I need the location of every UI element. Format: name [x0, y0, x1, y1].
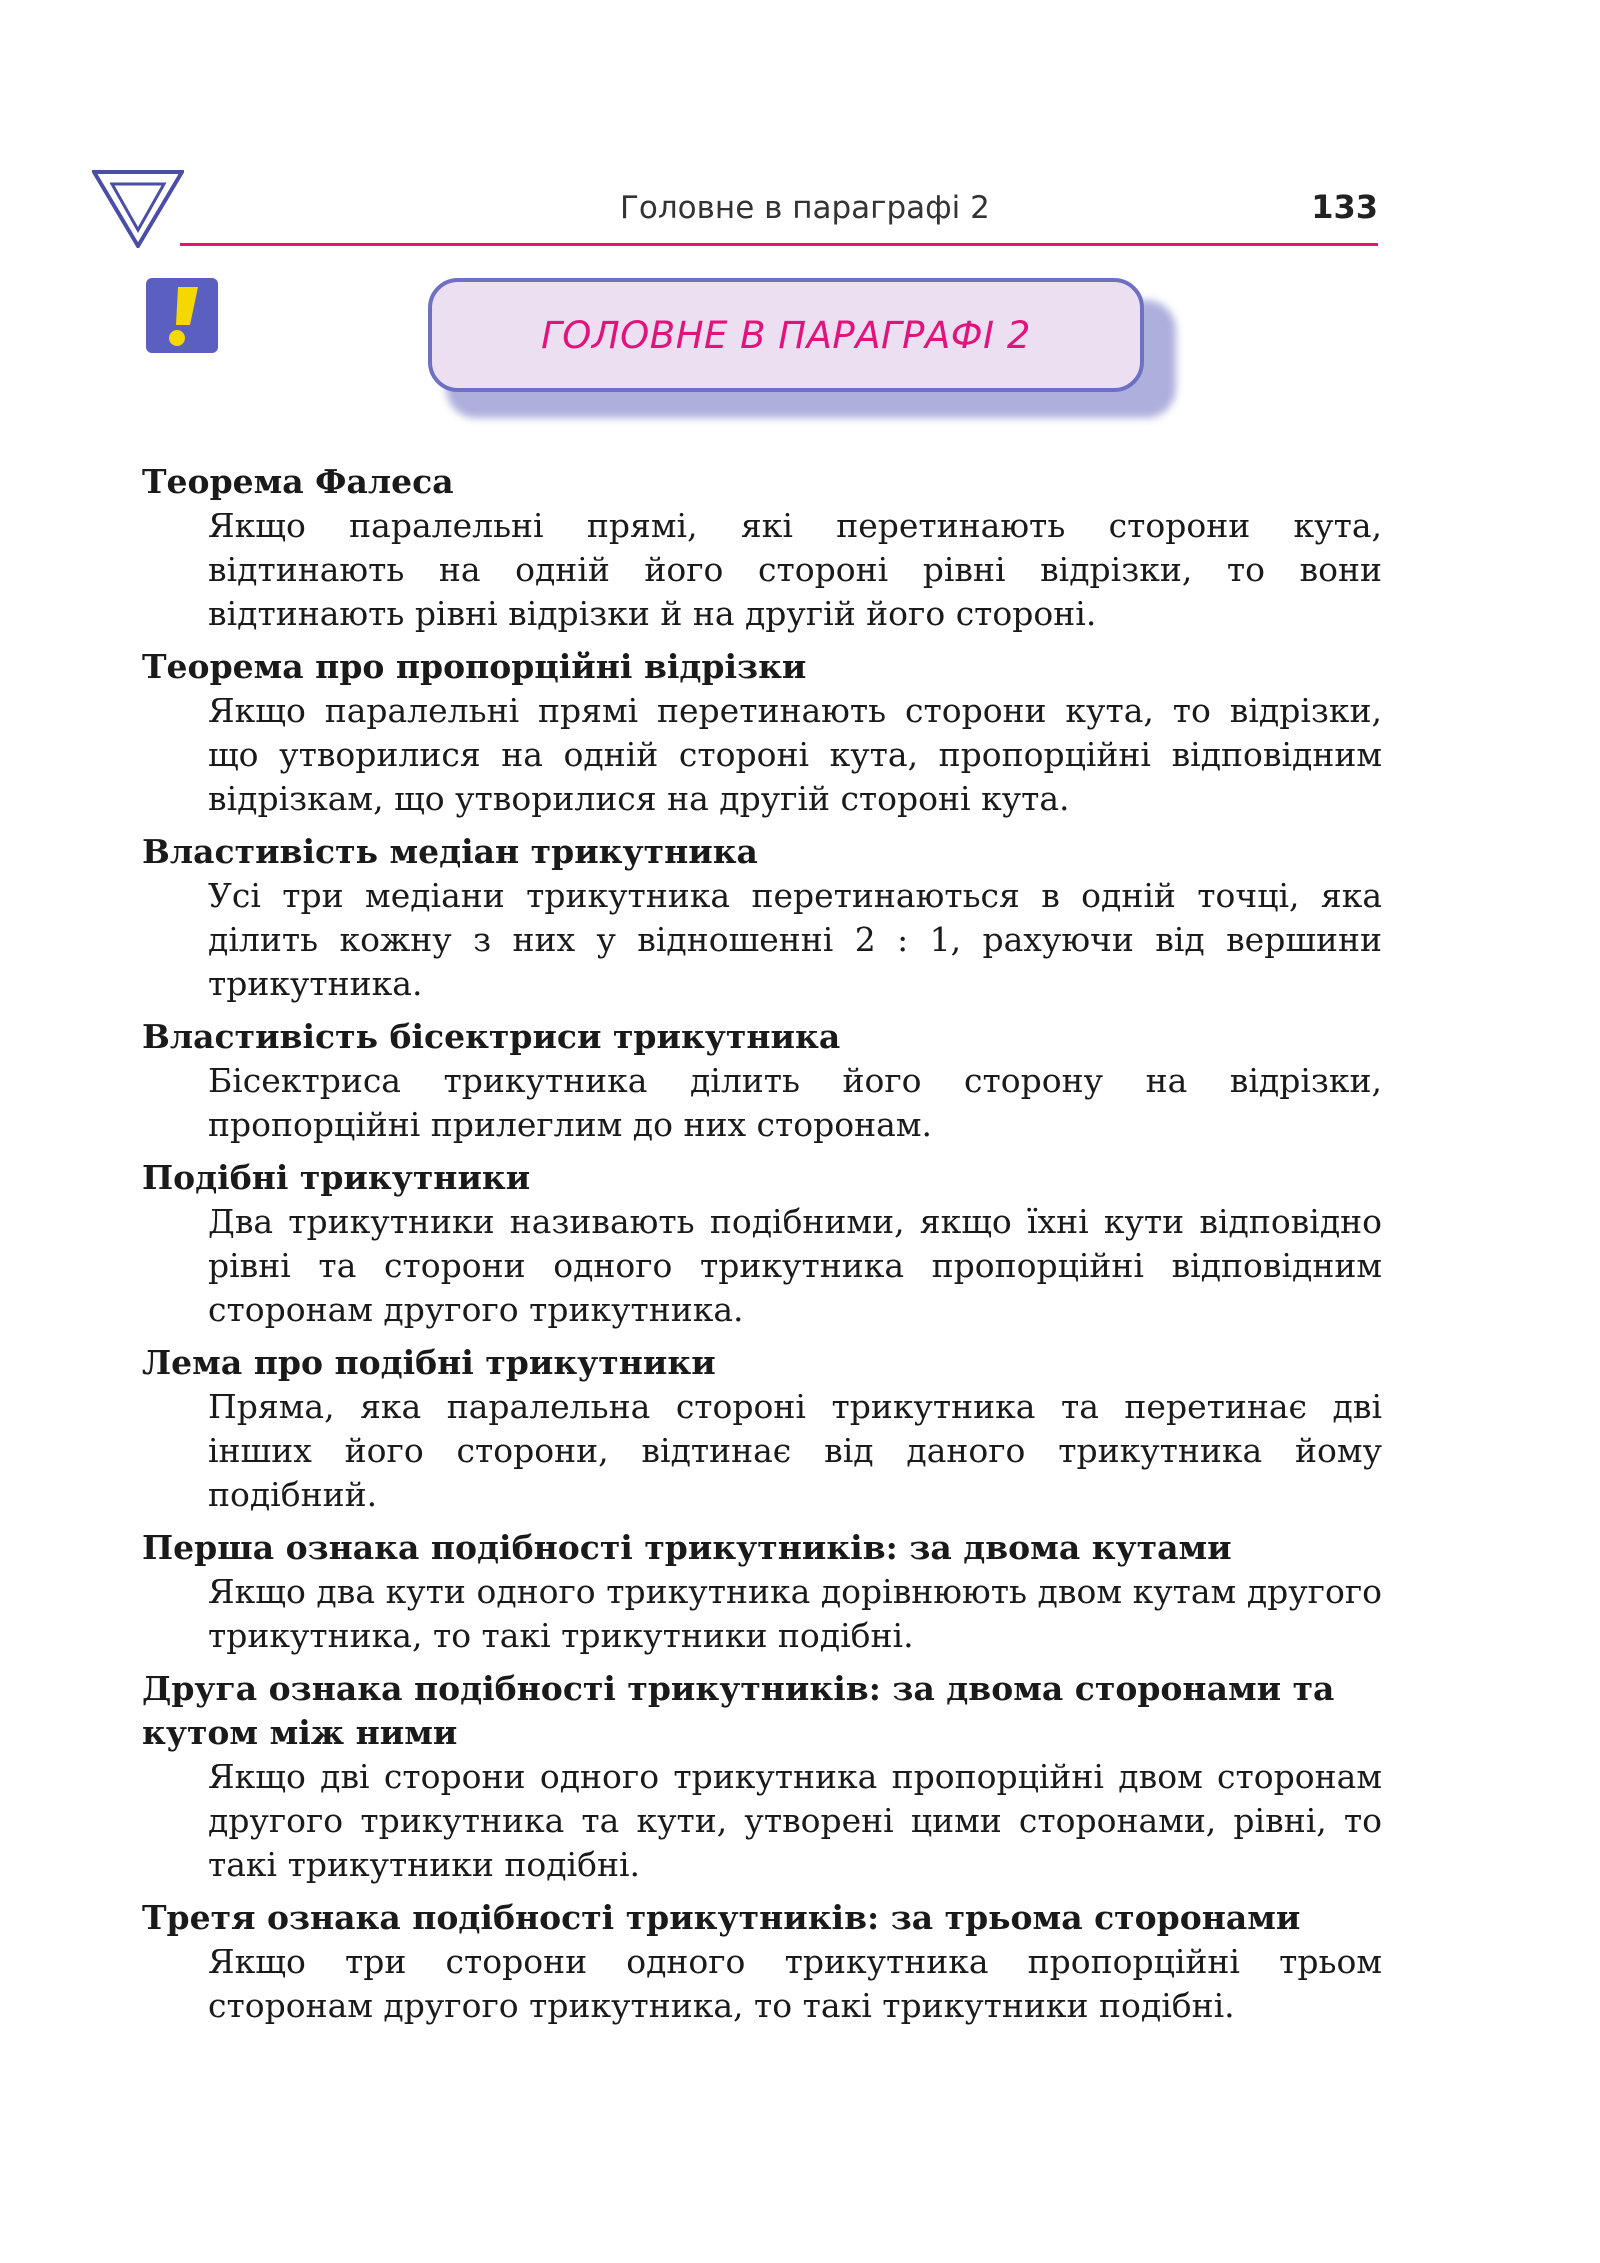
section-text: Бісектриса трикутника ділить його сторону на відрізки, пропорційні прилеглим до них сторонам. — [208, 1061, 1382, 1144]
section-similarity-lemma — [142, 1341, 1382, 1517]
section-heading: Властивість бісектриси трикутника — [142, 1017, 841, 1056]
section-heading: Подібні трикутники — [142, 1158, 531, 1197]
section-text: Усі три медіани трикутника перетинаються в одній точці, яка ділить кожну з них у відношенні 2 : 1, рахуючи від вершини трикутника. — [208, 876, 1382, 1003]
section-thales-theorem — [142, 460, 1382, 636]
section-first-similarity-test — [142, 1526, 1382, 1658]
section-text: Якщо два кути одного трикутника дорівнюють двом кутам другого трикутника, то такі трикутники подібні. — [208, 1572, 1382, 1655]
header-rule — [180, 243, 1378, 246]
triangle-icon — [92, 168, 184, 248]
section-median-property — [142, 830, 1382, 1006]
section-text: Пряма, яка паралельна стороні трикутника та перетинає дві інших його сторони, відтинає від даного трикутника йому подібний. — [208, 1387, 1382, 1514]
section-text: Якщо паралельні прямі, які перетинають сторони кута, відтинають на одній його стороні рівні відрізки, то вони відтинають рівні відрізки й на другій його стороні. — [208, 506, 1382, 633]
section-similar-triangles — [142, 1156, 1382, 1332]
section-heading: Властивість медіан трикутника — [142, 832, 758, 871]
section-heading: Теорема Фалеса — [142, 462, 454, 501]
header-title: Головне в параграфі 2 — [620, 190, 990, 226]
section-text: Якщо три сторони одного трикутника пропорційні трьом сторонам другого трикутника, то такі трикутники подібні. — [208, 1942, 1382, 2025]
section-heading: Теорема про пропорційні відрізки — [142, 647, 807, 686]
banner-title: ГОЛОВНЕ В ПАРАГРАФІ 2 — [541, 313, 1031, 357]
section-heading: Лема про подібні трикутники — [142, 1343, 716, 1382]
section-heading: Друга ознака подібності трикутників: за двома сторонами та кутом між ними — [142, 1669, 1335, 1752]
section-banner — [428, 278, 1144, 392]
section-heading: Перша ознака подібності трикутників: за двома кутами — [142, 1528, 1232, 1567]
section-bisector-property — [142, 1015, 1382, 1147]
section-heading: Третя ознака подібності трикутників: за трьома сторонами — [142, 1898, 1301, 1937]
section-text: Два трикутники називають подібними, якщо їхні кути відповідно рівні та сторони одного трикутника пропорційні відповідним сторонам другого трикутника. — [208, 1202, 1382, 1329]
section-third-similarity-test — [142, 1896, 1382, 2028]
section-text: Якщо паралельні прямі перетинають сторони кута, то відрізки, що утворилися на одній стороні кута, пропорційні відповідним відрізкам, що утворилися на другій стороні кута. — [208, 691, 1382, 818]
exclamation-icon — [146, 278, 218, 353]
summary-content — [142, 460, 1382, 2037]
page-number: 133 — [1311, 188, 1378, 226]
page-header — [92, 168, 1378, 248]
section-proportional-segments — [142, 645, 1382, 821]
section-text: Якщо дві сторони одного трикутника пропорційні двом сторонам другого трикутника та кути, утворені цими сторонами, рівні, то такі трикутники подібні. — [208, 1757, 1382, 1884]
section-second-similarity-test — [142, 1667, 1382, 1887]
